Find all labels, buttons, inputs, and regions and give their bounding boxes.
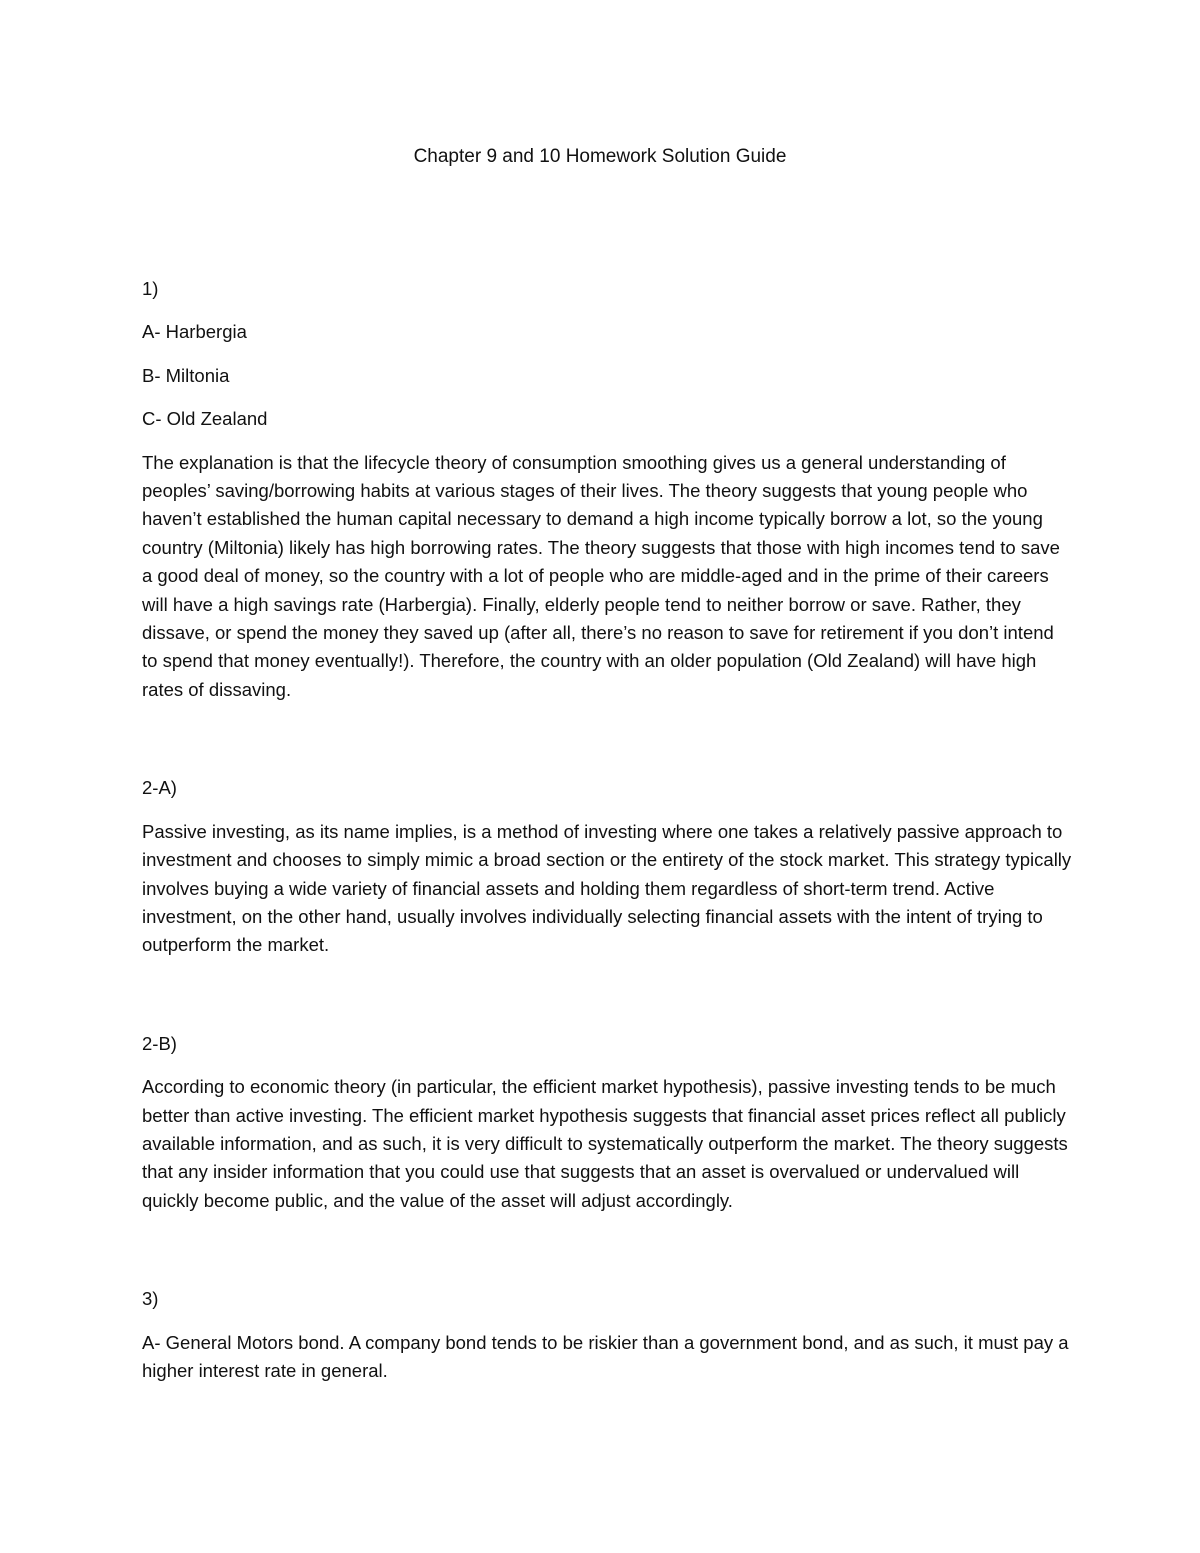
section-1-paragraph: The explanation is that the lifecycle theory of consumption smoothing gives us a general understanding of peoples’ saving/borrowing habits at various stages of their lives. The theory suggests that young people who haven’t established the human capital necessary to demand a high income typically borrow a lot, so the young country (Miltonia) likely has high borrowing rates. The theory suggests that those with high incomes tend to save a good deal of money, so the country with a lot of people who are middle-aged and in the prime of their careers will have a high savings rate (Harbergia). Finally, elderly people tend to neither borrow or save. Rather, they dissave, or spend the money they saved up (after all, there’s no reason to save for retirement if you don’t intend to spend that money eventually!). Therefore, the country with an older population (Old Zealand) will have high rates of dissaving. — [142, 451, 1060, 700]
answer-a: A- Harbergia — [142, 321, 247, 343]
answer-c: C- Old Zealand — [142, 408, 268, 430]
section-3-paragraph: A- General Motors bond. A company bond tends to be riskier than a government bond, and as such, it must pay a higher interest rate in general. — [142, 1331, 1069, 1381]
section-2a-paragraph: Passive investing, as its name implies, is a method of investing where one takes a relatively passive approach to investment and chooses to simply mimic a broad section or the entirety of the stock market. This strategy typically involves buying a wide variety of financial assets and holding them regardless of short-term trend. Active investment, on the other hand, usually involves individually selecting financial assets with the intent of trying to outperform the market. — [142, 820, 1072, 956]
answer-b: B- Miltonia — [142, 364, 230, 386]
section-1-heading: 1) — [142, 278, 159, 299]
section-3-heading: 3) — [142, 1288, 159, 1310]
section-2b-heading: 2-B) — [142, 1032, 177, 1054]
document-title: Chapter 9 and 10 Homework Solution Guide — [413, 146, 787, 167]
section-2a-heading: 2-A) — [142, 777, 177, 799]
document-body — [142, 275, 1072, 1385]
section-2b-paragraph: According to economic theory (in particular, the efficient market hypothesis), passive investing tends to be much better than active investing. The efficient market hypothesis suggests that financial asset prices reflect all publicly available information, and as such, it is very difficult to systematically outperform the market. The theory suggests that any insider information that you could use that suggests that an asset is overvalued or undervalued will quickly become public, and the value of the asset will adjust accordingly. — [142, 1076, 1068, 1211]
